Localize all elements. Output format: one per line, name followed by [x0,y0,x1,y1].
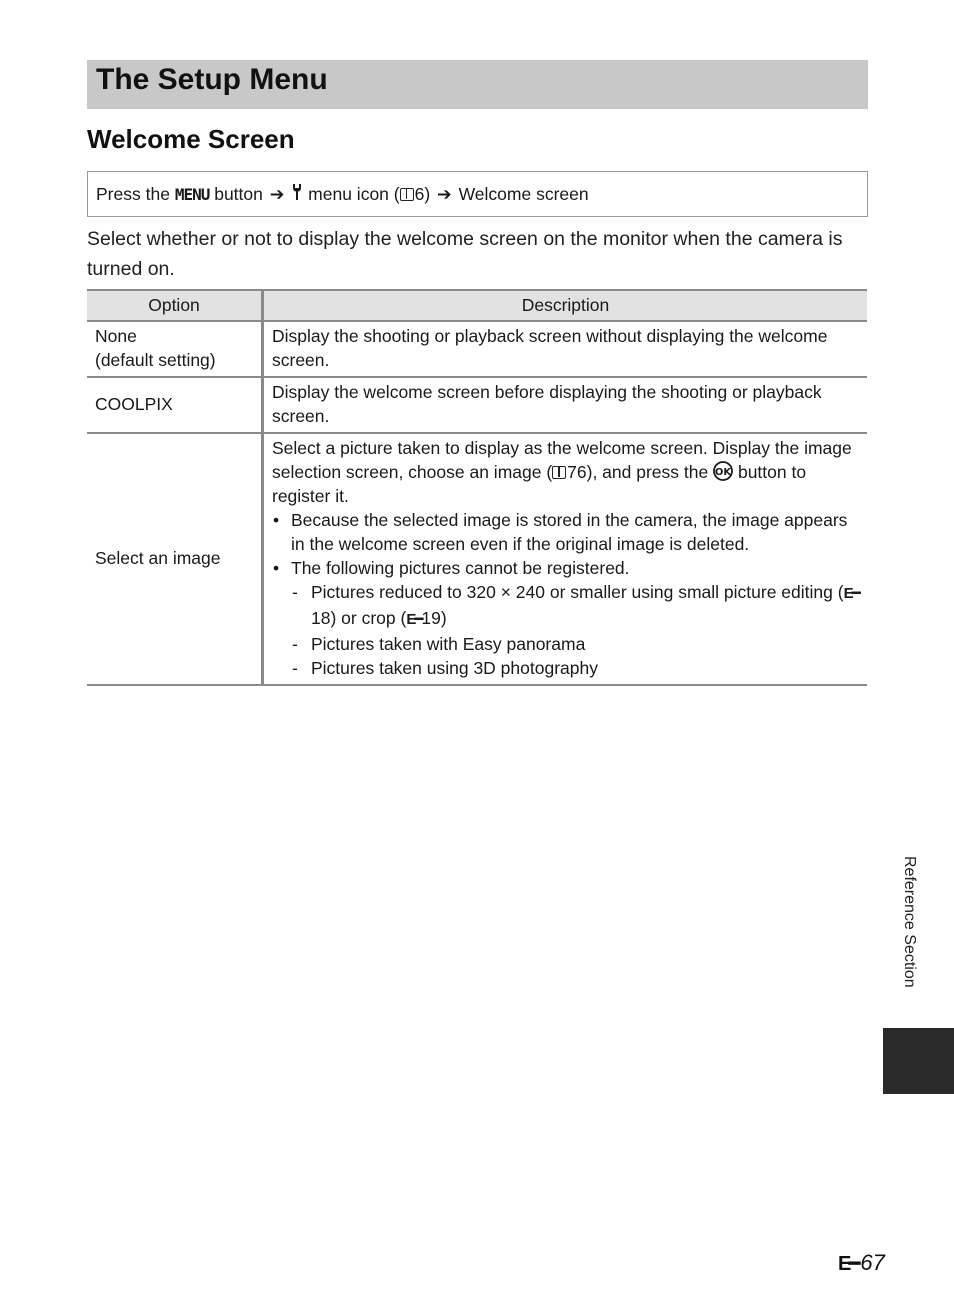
book-reference-icon [552,466,566,479]
description-ref: 76), and press the [567,462,709,482]
option-select-image: Select an image [95,548,221,568]
section-title: Welcome Screen [87,124,295,154]
reference-section-icon: E━ [843,585,859,602]
side-tab-marker [883,1028,954,1094]
option-cell [87,377,263,433]
page-title: The Setup Menu [96,63,328,96]
header-description: Description [263,290,868,321]
option-default-note: (default setting) [95,350,216,370]
book-reference-icon [400,188,414,201]
arrow-right-icon: ➔ [437,184,452,204]
nav-button-text: button [214,184,263,204]
nav-press-the: Press the [96,184,170,204]
side-section-label: Reference Section [901,856,918,988]
ok-glyph-text: OK [714,467,732,478]
description-cell [263,433,868,685]
list-item: - Pictures taken with Easy panorama [291,632,859,656]
options-table [87,289,867,686]
description-cell: Display the welcome screen before displaying the shooting or playback screen. [263,377,868,433]
reference-section-icon: E━ [406,611,422,628]
navigation-path-box [87,171,868,217]
ok-button-icon [713,461,733,481]
reference-section-icon: E━ [838,1253,858,1275]
intro-paragraph: Select whether or not to display the welcome screen on the monitor when the camera is turned on. [87,228,843,280]
page-number-value: 67 [860,1250,885,1275]
arrow-right-icon: ➔ [269,184,285,204]
bullet-list [272,508,859,680]
menu-button-icon: MENU [174,185,210,204]
list-item-text: Pictures reduced to 320 × 240 or smaller using small picture editing ( [311,582,844,602]
option-cell [87,321,263,377]
description-main [272,436,859,508]
list-item [272,556,859,680]
option-coolpix: COOLPIX [95,394,173,414]
list-item-text: 18) or crop ( [311,608,407,628]
table-header-row [87,290,867,321]
list-item-text: 19) [421,608,447,628]
list-item [291,580,859,632]
nav-menu-icon-text: menu icon ( [308,184,400,204]
table-row [87,433,867,685]
list-item: • Because the selected image is stored in the camera, the image appears in the welcome screen even if the original image is deleted. [272,508,859,556]
page-number [838,1250,885,1276]
description-text: Select a picture taken to display as the welcome screen. Display the image selection screen, choose an image ( [272,438,852,482]
title-bar [87,60,868,109]
list-item: - Pictures taken using 3D photography [291,656,859,680]
table-row [87,377,867,433]
page-number-prefix: E [838,1253,849,1275]
list-item-text: The following pictures cannot be registered. [291,558,630,578]
nav-menu-icon-ref: 6) [414,184,431,204]
nav-destination: Welcome screen [458,184,589,204]
description-text: button to register it. [272,462,807,506]
description-cell: Display the shooting or playback screen without displaying the welcome screen. [263,321,868,377]
wrench-icon [291,172,303,216]
table-row [87,321,867,377]
option-none: None [95,326,137,346]
option-cell [87,433,263,685]
dash-list [291,580,859,680]
header-option: Option [87,290,263,321]
